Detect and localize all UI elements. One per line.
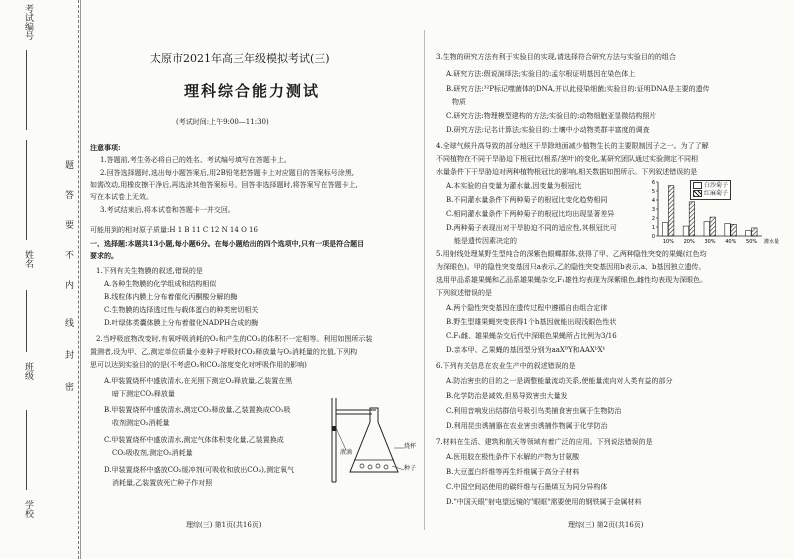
option-line: C.生物膜的选择透过性与载体蛋白的种类密切相关 bbox=[104, 306, 259, 314]
question-line: 1.下列有关生物膜的叙述,错误的是 bbox=[96, 267, 203, 275]
respirometer-figure bbox=[326, 396, 416, 488]
note-line: 2.回答选择题时,选出每小题答案后,用2B铅笔把答题卡上对应题目的答案标号涂黑, bbox=[100, 169, 354, 177]
option-line: A.甲装置烧杯中盛放清水,在光照下测定O₂释放量,乙装置在黑 bbox=[104, 377, 293, 385]
seal-char: 不 bbox=[63, 250, 73, 259]
legend-item bbox=[693, 182, 728, 190]
seal-char: 内 bbox=[63, 280, 73, 289]
seal-char: 题 bbox=[63, 160, 73, 169]
gutter-line-exam-number bbox=[26, 50, 27, 130]
legend-label: 白沙菊子 bbox=[704, 182, 729, 189]
question-line: 不同植物在不同干旱胁迫下根冠比(根系/茎叶)的变化,某研究团队通过实验测定不同相 bbox=[436, 155, 699, 163]
y-tick-label: 0 bbox=[651, 234, 655, 240]
y-tick-label: 3 bbox=[651, 207, 655, 213]
exam-time: (考试时间:上午9:00—11:30) bbox=[176, 118, 269, 126]
option-line: A.本实验的自变量为灌水量,因变量为根冠比 bbox=[446, 182, 582, 190]
y-tick-label: 1 bbox=[651, 225, 655, 231]
option-line: B.野生型雄果蝇突变获得1个h基因就能出现浅眼色性状 bbox=[446, 318, 617, 326]
x-tick-label: 10% bbox=[662, 239, 674, 245]
option-line: A.医用胶在极性条件下水解的产物为甘氨酸 bbox=[446, 453, 580, 461]
binding-gutter bbox=[0, 0, 81, 559]
figure-label-beaker: 烧杯 bbox=[404, 443, 417, 450]
gutter-school-label: 学校 bbox=[23, 500, 33, 518]
option-line: D.研究方法:记名计算法;实验目的:土壤中小动物类群丰富度的调查 bbox=[446, 126, 650, 134]
bar-series-1 bbox=[662, 223, 668, 237]
option-line: 物质 bbox=[452, 98, 466, 106]
option-line: D.两种菊子表现出对干旱胁迫不同的适应性,其根冠比可 bbox=[446, 224, 617, 232]
option-line: C.F₁雌、雄果蝇杂交后代中深眼色果蝇所占比例为3/16 bbox=[446, 332, 617, 340]
gutter-name-label: 姓名 bbox=[23, 250, 33, 268]
atomic-masses: 可能用到的相对原子质量:H 1 B 11 C 12 N 14 O 16 bbox=[90, 226, 258, 234]
legend-swatch-hatched bbox=[693, 190, 702, 197]
option-line: C.相同灌水量条件下两种菊子的根冠比均出现显著差异 bbox=[446, 210, 615, 218]
note-line: 1.答题前,考生务必将自己的姓名、考试编号填写在答题卡上。 bbox=[100, 156, 291, 164]
bar-series-1 bbox=[704, 222, 710, 236]
option-line: D.甲装置烧杯中盛放CO₂缓冲剂(可吸收和放出CO₂),测定氧气 bbox=[104, 466, 295, 474]
bar-series-2 bbox=[668, 186, 674, 236]
option-line: C.利用音响发出结群信号吸引鸟类捕食害虫属于生物防治 bbox=[446, 407, 622, 415]
seal-char: 要 bbox=[63, 220, 73, 229]
seal-char: 封 bbox=[63, 350, 73, 359]
bar-series-2 bbox=[710, 217, 716, 236]
column-divider bbox=[424, 30, 425, 530]
option-line: B.化学防治是减效,但易导致害虫大量发 bbox=[446, 392, 568, 400]
option-line: CO₂吸收剂,测定O₂消耗量 bbox=[112, 449, 193, 457]
bar-series-2 bbox=[731, 224, 737, 236]
gutter-class-label: 班级 bbox=[23, 362, 33, 380]
option-line: B.大豆蛋白纤维等再生纤维属于高分子材料 bbox=[446, 468, 580, 476]
subject-title: 理科综合能力测试 bbox=[184, 82, 321, 100]
note-line: 如需改动,用橡皮擦干净后,再选涂其他答案标号。回答非选择题时,将答案写在答题卡上, bbox=[90, 181, 358, 189]
note-line: 写在本试卷上无效。 bbox=[90, 193, 153, 201]
question-line: 水量条件下干旱胁迫对两种植物根冠比的影响,相关数据如图所示。下列叙述错误的是 bbox=[436, 168, 698, 176]
gutter-line-school bbox=[26, 410, 27, 490]
question-line: 置测者,设为甲、乙,测定单位质量小麦种子呼吸时CO₂释放量与O₂消耗量的比值,下列构 bbox=[90, 348, 358, 356]
legend-label: 红麻菊子 bbox=[704, 190, 729, 197]
figure-label-seed: 种子 bbox=[404, 465, 417, 472]
bar-series-1 bbox=[746, 231, 752, 236]
option-line: 暗下测定CO₂释放量 bbox=[112, 390, 175, 398]
option-line: C.甲装置烧杯中盛放清水,测定气体体积变化量,乙装置换成 bbox=[104, 436, 284, 444]
bar-series-2 bbox=[752, 228, 758, 236]
notes-heading: 注意事项: bbox=[90, 143, 121, 152]
seal-char: 答 bbox=[63, 190, 73, 199]
seal-line bbox=[78, 0, 79, 559]
option-line: B.不同灌水量条件下两种菊子的根冠比变化趋势相同 bbox=[446, 196, 608, 204]
option-line: C.中国空间站使用的碳纤维与石墨烯互为同分异构体 bbox=[446, 483, 608, 491]
note-line: 3.考试结束后,将本试卷和答题卡一并交回。 bbox=[100, 206, 235, 214]
question-line: 7.材料在生活、建筑和航天等领域有着广泛的应用。下列说法错误的是 bbox=[436, 438, 653, 446]
footer-left: 理综(三) 第1页(共16页) bbox=[186, 521, 262, 529]
option-line: A.研究方法:假说演绎法;实验目的:孟尔根证明基因在染色体上 bbox=[446, 70, 636, 78]
gutter-line-class bbox=[26, 290, 27, 352]
option-line: B.甲装置烧杯中盛放清水,测定CO₂释放量,乙装置换成CO₂吸 bbox=[104, 406, 291, 414]
x-tick-label: 50% bbox=[746, 239, 758, 245]
bar-series-1 bbox=[725, 223, 731, 236]
footer-right: 理综(三) 第2页(共16页) bbox=[568, 521, 644, 529]
y-tick-label: 4 bbox=[651, 198, 655, 204]
x-axis-label: 灌水量 bbox=[764, 239, 780, 245]
figure-label-droplet: 液滴 bbox=[340, 449, 353, 456]
option-line: B.线粒体内膜上分布着催化丙酮酸分解的酶 bbox=[104, 293, 238, 301]
x-tick-label: 30% bbox=[704, 239, 716, 245]
bar-series-1 bbox=[683, 226, 689, 236]
option-line: D.叶绿体类囊体膜上分布着催化NADPH合成的酶 bbox=[104, 319, 259, 327]
bar-series-2 bbox=[689, 202, 695, 236]
y-tick-label: 6 bbox=[651, 180, 655, 186]
question-line: 选用甲品系雄果蝇和乙品系雄果蝇杂交,F₁雄性均表现为深紫眼色,雌性均表现为深眼色。 bbox=[436, 276, 708, 284]
section1-heading-cont: 要求的。 bbox=[90, 251, 118, 260]
option-line: C.研究方法:物理模型建构的方法;实验目的:动物细胞亚显微结构照片 bbox=[446, 112, 657, 120]
gutter-exam-number-label: 考试编号 bbox=[23, 4, 33, 40]
option-line: A.防治害虫的目的之一是调整能量流动关系,使能量流向对人类有益的部分 bbox=[446, 377, 673, 385]
chart-legend bbox=[690, 180, 731, 200]
question-line: 4.全球气候升高导致的部分地区干旱除地面减少植物生长的主要限制因子之一。为了了解 bbox=[436, 142, 709, 150]
question-line: 思可以达到实验目的的是(不考虑O₂和CO₂溶度变化对呼吸作用的影响) bbox=[90, 361, 307, 369]
option-line: A.两个隐性突变基因在遗传过程中遵循自由组合定律 bbox=[446, 304, 608, 312]
question-line: 3.生物的研究方法有利于实验目的实现,请选择符合研究方法与实验目的的组合 bbox=[436, 53, 676, 61]
x-tick-label: 20% bbox=[683, 239, 695, 245]
question-line: 2.当呼吸底物改变时,有氧呼吸消耗的O₂和产生的CO₂的体积不一定相等。利用如图所示装 bbox=[96, 335, 373, 343]
question-line: 5.用射线处理某野生型纯合的深紫色眼蝶群体,获得了甲、乙两种隐性突变的果蝇(红色均 bbox=[436, 250, 707, 258]
gutter-line-name bbox=[26, 140, 27, 240]
question-line: 下列叙述错误的是 bbox=[436, 289, 492, 297]
question-line: 为深眼色)。甲的隐性突变基因只a表示,乙的隐性突变基因用b表示,a、b基因独立遗传。 bbox=[436, 263, 706, 271]
y-tick-label: 2 bbox=[651, 216, 655, 222]
seal-char: 密 bbox=[63, 382, 73, 391]
exam-title: 太原市2021年高三年级模拟考试(三) bbox=[150, 52, 330, 65]
seal-char: 线 bbox=[63, 318, 73, 327]
option-line: 能是遗传因素决定的 bbox=[454, 237, 517, 245]
section1-heading: 一、选择题:本题共13小题,每小题6分。在每小题给出的四个选项中,只有一项是符合题目 bbox=[90, 239, 365, 248]
legend-swatch-white bbox=[693, 182, 702, 189]
option-line: D."中国天眼"射电望远镜的"眼眶"需要使用的钢铁属于金属材料 bbox=[446, 498, 642, 506]
option-line: 消耗量,乙装置放死亡种子作对照 bbox=[112, 479, 213, 487]
x-tick-label: 40% bbox=[725, 239, 737, 245]
option-line: A.各种生物膜的化学组成和结构相似 bbox=[104, 280, 217, 288]
question-line: 6.下列有关信息在农业生产中的叙述错误的是 bbox=[436, 362, 576, 370]
option-line: B.研究方法:³²P标记噬菌体的DNA,并以此侵染细菌;实验目的:证明DNA是主要的遗传 bbox=[446, 85, 710, 93]
legend-item bbox=[693, 190, 728, 198]
option-line: 收剂测定O₂消耗量 bbox=[112, 419, 170, 427]
y-tick-label: 5 bbox=[651, 189, 655, 195]
option-line: D.利用昆虫诱捕器在农业害虫诱捕作物属于化学防治 bbox=[446, 422, 608, 430]
option-line: D.亲本甲、乙果蝇的基因型分别为aaXᴮY和AAXᵇXᵇ bbox=[446, 346, 606, 354]
